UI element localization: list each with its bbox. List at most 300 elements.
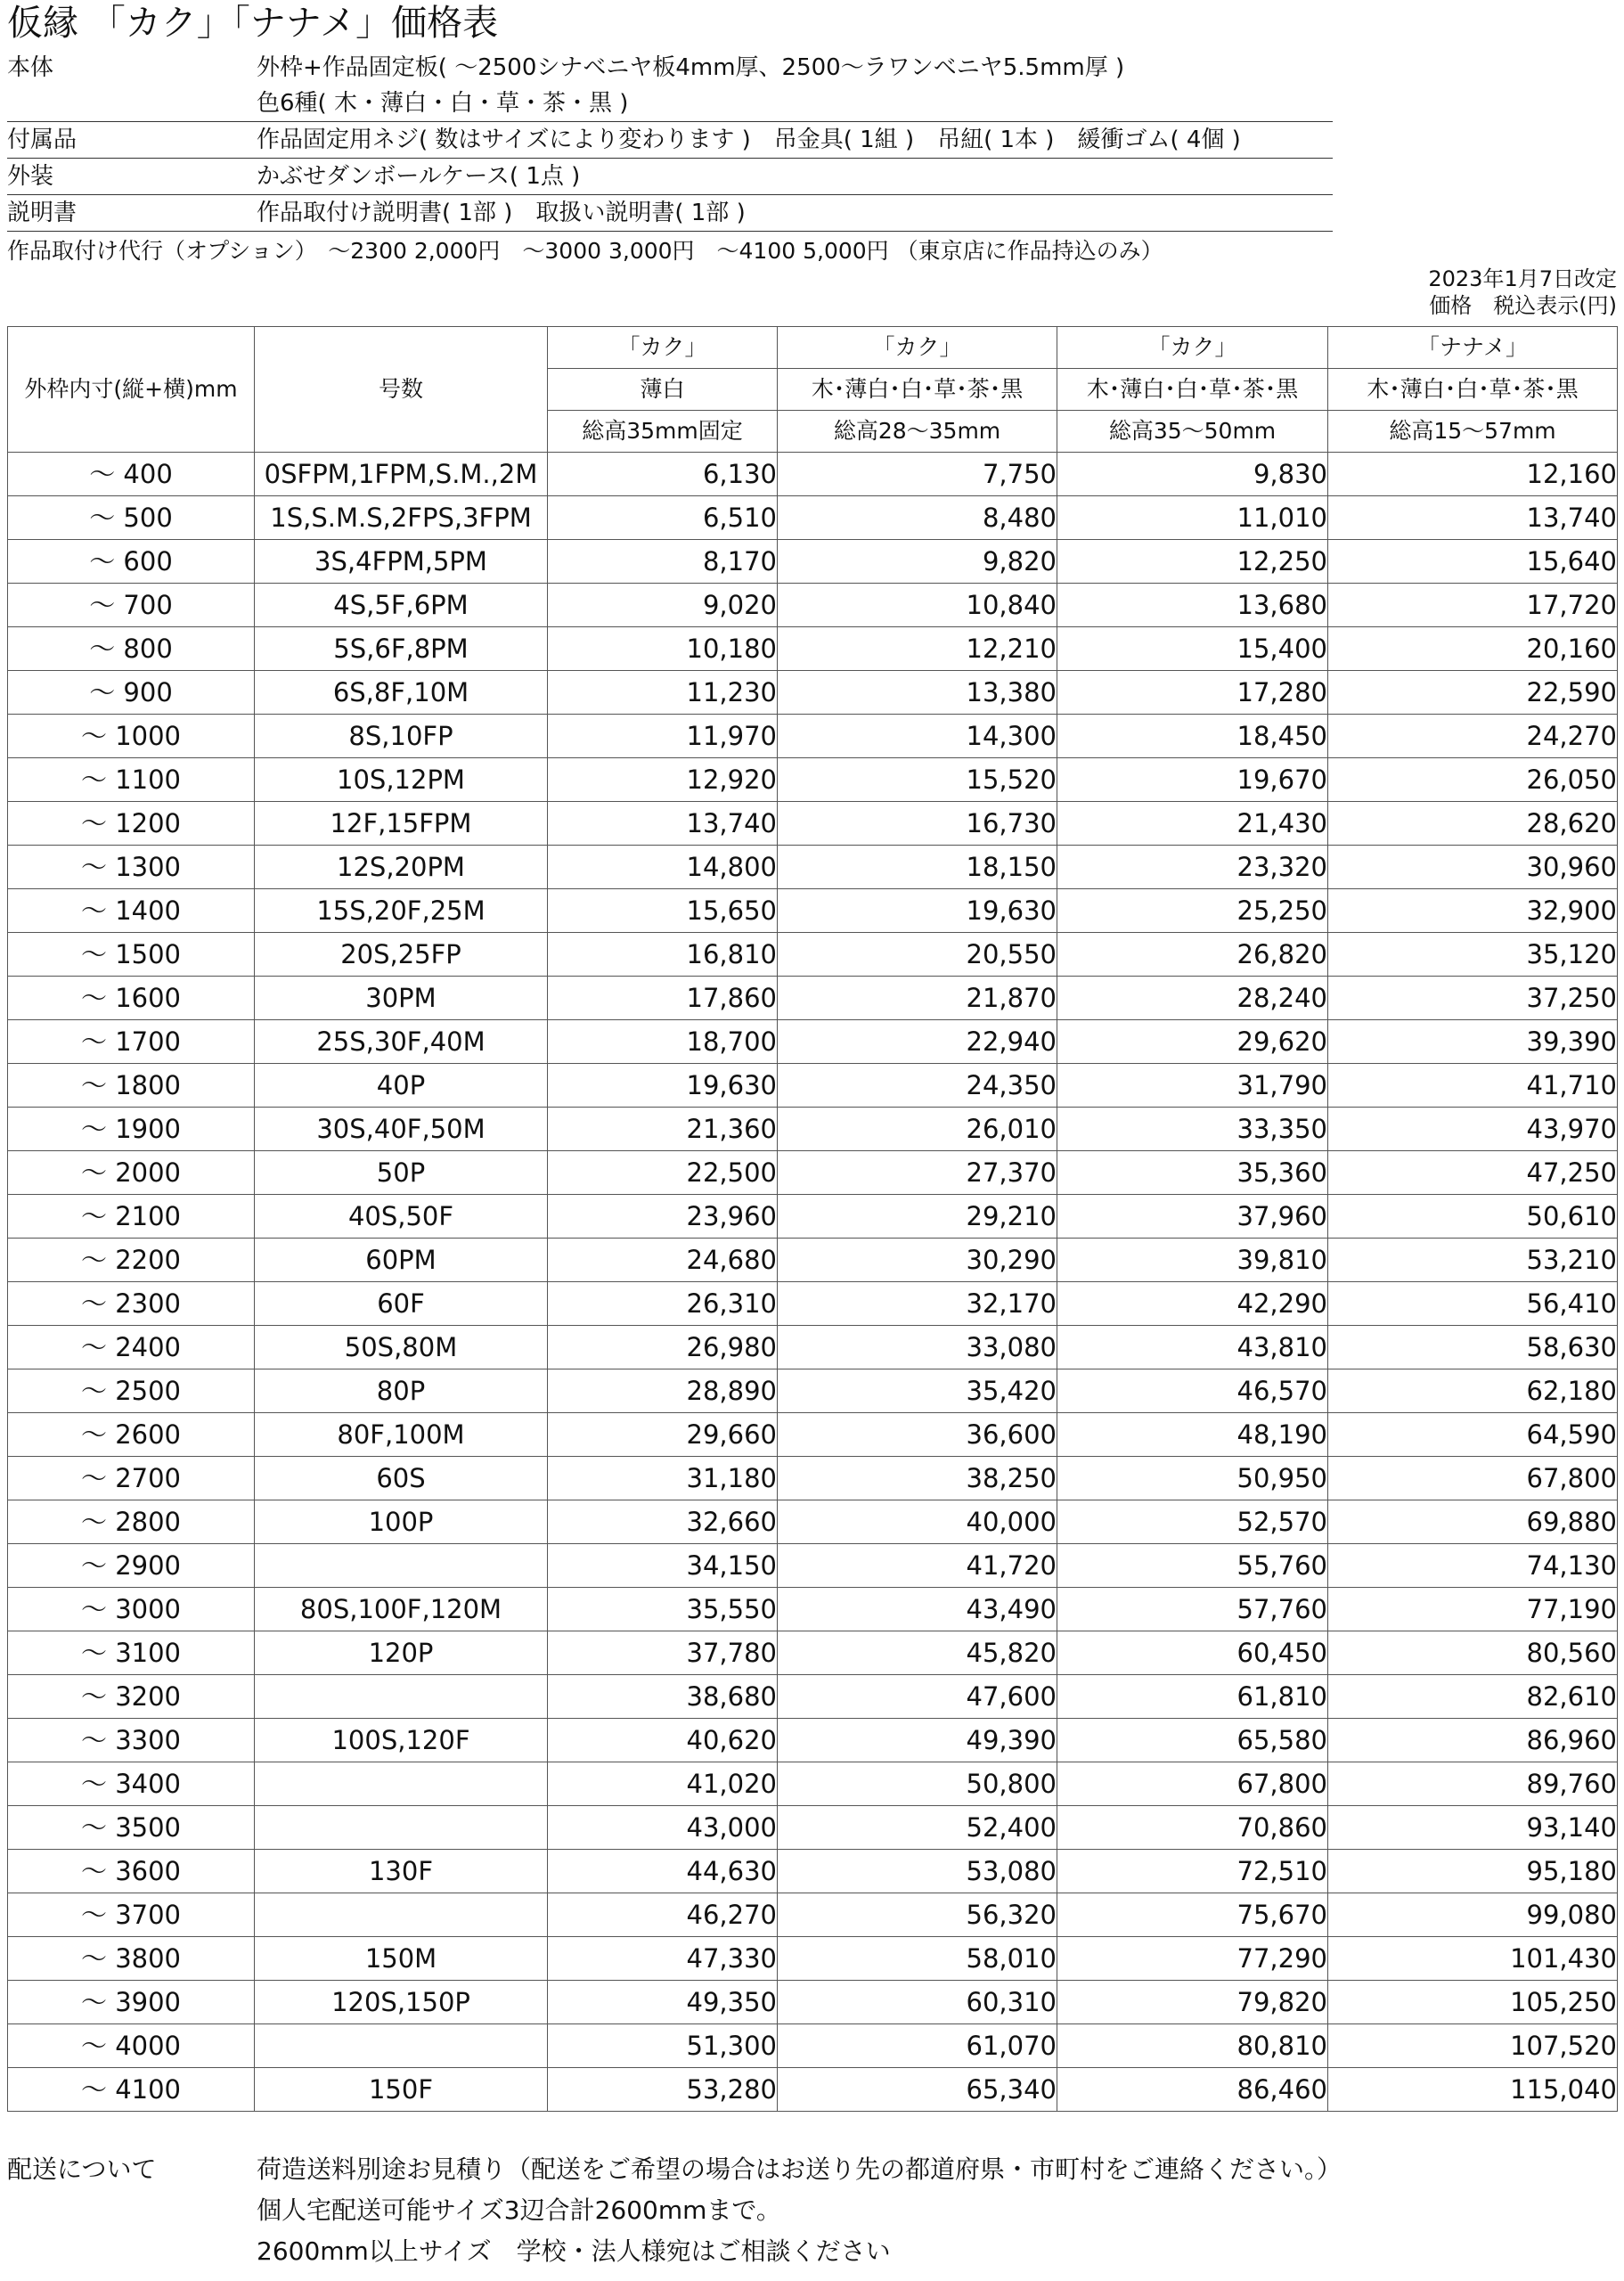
cell-number: 50S,80M [255, 1326, 548, 1369]
cell-price-kaku-28-35: 26,010 [778, 1108, 1057, 1151]
cell-size: 〜 700 [8, 584, 255, 627]
cell-price-kaku-28-35: 35,420 [778, 1369, 1057, 1413]
cell-price-kaku-usushiro: 46,270 [548, 1893, 778, 1937]
cell-number: 130F [255, 1850, 548, 1893]
cell-price-kaku-28-35: 15,520 [778, 758, 1057, 802]
cell-number: 120P [255, 1631, 548, 1675]
cell-size: 〜 800 [8, 627, 255, 671]
cell-price-kaku-35-50: 23,320 [1057, 846, 1328, 889]
cell-price-kaku-35-50: 9,830 [1057, 453, 1328, 496]
cell-number: 4S,5F,6PM [255, 584, 548, 627]
cell-price-kaku-usushiro: 17,860 [548, 977, 778, 1020]
cell-price-kaku-35-50: 15,400 [1057, 627, 1328, 671]
cell-price-kaku-usushiro: 43,000 [548, 1806, 778, 1850]
spec-accessories-row [7, 122, 1333, 159]
cell-price-kaku-usushiro: 11,230 [548, 671, 778, 715]
spec-exterior-text: かぶせダンボールケース( 1点 ) [257, 163, 581, 190]
cell-price-kaku-usushiro: 21,360 [548, 1108, 778, 1151]
cell-price-naname: 24,270 [1328, 715, 1618, 758]
spec-manual-text: 作品取付け説明書( 1部 ) 取扱い説明書( 1部 ) [257, 200, 746, 226]
cell-size: 〜 600 [8, 540, 255, 584]
table-row [8, 1369, 1618, 1413]
table-row [8, 1762, 1618, 1806]
cell-price-kaku-28-35: 41,720 [778, 1544, 1057, 1588]
cell-price-naname: 64,590 [1328, 1413, 1618, 1457]
cell-price-naname: 22,590 [1328, 671, 1618, 715]
cell-price-kaku-35-50: 29,620 [1057, 1020, 1328, 1064]
cell-size: 〜 3500 [8, 1806, 255, 1850]
header-col4-colors: 木･薄白･白･草･茶･黒 [1328, 369, 1618, 411]
spec-accessories-text: 作品固定用ネジ( 数はサイズにより変わります ) 吊金具( 1組 ) 吊紐( 1本 ) 緩衝ゴム( 4個 ) [257, 127, 1241, 153]
cell-price-naname: 107,520 [1328, 2024, 1618, 2068]
spec-exterior-row [7, 159, 1333, 195]
cell-price-kaku-28-35: 65,340 [778, 2068, 1057, 2112]
header-col3-height: 総高35〜50mm [1057, 411, 1328, 453]
cell-price-kaku-35-50: 42,290 [1057, 1282, 1328, 1326]
cell-price-kaku-usushiro: 38,680 [548, 1675, 778, 1719]
price-table [7, 326, 1618, 2112]
cell-price-naname: 47,250 [1328, 1151, 1618, 1195]
cell-price-kaku-35-50: 86,460 [1057, 2068, 1328, 2112]
cell-number: 80S,100F,120M [255, 1588, 548, 1631]
cell-number: 40P [255, 1064, 548, 1108]
cell-size: 〜 1100 [8, 758, 255, 802]
table-row [8, 584, 1618, 627]
revision-info [1243, 266, 1617, 319]
cell-number: 12F,15FPM [255, 802, 548, 846]
cell-price-kaku-35-50: 79,820 [1057, 1981, 1328, 2024]
cell-price-naname: 43,970 [1328, 1108, 1618, 1151]
cell-price-kaku-usushiro: 9,020 [548, 584, 778, 627]
table-row [8, 2068, 1618, 2112]
cell-price-kaku-usushiro: 11,970 [548, 715, 778, 758]
cell-price-kaku-usushiro: 32,660 [548, 1500, 778, 1544]
table-row [8, 1850, 1618, 1893]
cell-price-naname: 50,610 [1328, 1195, 1618, 1239]
table-row [8, 1413, 1618, 1457]
cell-price-kaku-35-50: 55,760 [1057, 1544, 1328, 1588]
table-row [8, 1239, 1618, 1282]
cell-price-kaku-35-50: 18,450 [1057, 715, 1328, 758]
cell-price-naname: 58,630 [1328, 1326, 1618, 1369]
table-row [8, 496, 1618, 540]
cell-number: 120S,150P [255, 1981, 548, 2024]
page-title: 仮縁 「カク」「ナナメ」価格表 [7, 3, 499, 44]
cell-price-kaku-28-35: 43,490 [778, 1588, 1057, 1631]
cell-price-naname: 77,190 [1328, 1588, 1618, 1631]
table-row [8, 627, 1618, 671]
cell-number: 12S,20PM [255, 846, 548, 889]
cell-price-kaku-28-35: 22,940 [778, 1020, 1057, 1064]
table-row [8, 1981, 1618, 2024]
cell-price-kaku-28-35: 40,000 [778, 1500, 1057, 1544]
cell-price-naname: 41,710 [1328, 1064, 1618, 1108]
shipping-line-3: 2600mm以上サイズ 学校・法人様宛はご相談ください [257, 2236, 891, 2266]
cell-size: 〜 2600 [8, 1413, 255, 1457]
cell-price-naname: 30,960 [1328, 846, 1618, 889]
cell-price-kaku-35-50: 77,290 [1057, 1937, 1328, 1981]
cell-price-kaku-28-35: 33,080 [778, 1326, 1057, 1369]
spec-accessories-values [257, 122, 1241, 158]
table-row [8, 1195, 1618, 1239]
cell-number [255, 2024, 548, 2068]
spec-manual-row [7, 195, 1333, 232]
shipping-line-1: 荷造送料別途お見積り（配送をご希望の場合はお送り先の都道府県・市町村をご連絡ください。） [257, 2154, 1342, 2184]
cell-number: 30PM [255, 977, 548, 1020]
spec-accessories-label: 付属品 [7, 127, 78, 153]
cell-price-kaku-35-50: 37,960 [1057, 1195, 1328, 1239]
cell-size: 〜 2900 [8, 1544, 255, 1588]
cell-number: 80P [255, 1369, 548, 1413]
cell-price-kaku-35-50: 13,680 [1057, 584, 1328, 627]
cell-number: 100S,120F [255, 1719, 548, 1762]
spec-manual-values [257, 195, 746, 231]
cell-number: 0SFPM,1FPM,S.M.,2M [255, 453, 548, 496]
cell-price-kaku-35-50: 25,250 [1057, 889, 1328, 933]
cell-price-kaku-28-35: 60,310 [778, 1981, 1057, 2024]
spec-body-line-1: 外枠+作品固定板( 〜2500シナベニヤ板4mm厚、2500〜ラワンベニヤ5.5mm厚 ) [257, 54, 1125, 81]
table-row [8, 1151, 1618, 1195]
mounting-option-line: 作品取付け代行（オプション） 〜2300 2,000円 〜3000 3,000円 〜4100 5,000円 （東京店に作品持込のみ） [7, 238, 1163, 264]
cell-price-kaku-35-50: 61,810 [1057, 1675, 1328, 1719]
cell-price-kaku-28-35: 53,080 [778, 1850, 1057, 1893]
cell-price-kaku-35-50: 43,810 [1057, 1326, 1328, 1369]
cell-size: 〜 4100 [8, 2068, 255, 2112]
spec-manual-label: 説明書 [7, 200, 78, 226]
table-row [8, 758, 1618, 802]
table-row [8, 846, 1618, 889]
cell-price-kaku-28-35: 16,730 [778, 802, 1057, 846]
cell-price-kaku-28-35: 47,600 [778, 1675, 1057, 1719]
cell-price-kaku-35-50: 50,950 [1057, 1457, 1328, 1500]
cell-number: 6S,8F,10M [255, 671, 548, 715]
cell-price-naname: 93,140 [1328, 1806, 1618, 1850]
table-row [8, 889, 1618, 933]
cell-price-kaku-28-35: 21,870 [778, 977, 1057, 1020]
cell-size: 〜 3000 [8, 1588, 255, 1631]
header-col2-colors: 木･薄白･白･草･茶･黒 [778, 369, 1057, 411]
cell-price-kaku-usushiro: 28,890 [548, 1369, 778, 1413]
cell-price-kaku-35-50: 17,280 [1057, 671, 1328, 715]
cell-price-kaku-35-50: 12,250 [1057, 540, 1328, 584]
cell-price-kaku-usushiro: 47,330 [548, 1937, 778, 1981]
cell-price-kaku-28-35: 45,820 [778, 1631, 1057, 1675]
cell-price-kaku-28-35: 12,210 [778, 627, 1057, 671]
table-row [8, 671, 1618, 715]
cell-price-kaku-usushiro: 26,310 [548, 1282, 778, 1326]
cell-price-kaku-28-35: 29,210 [778, 1195, 1057, 1239]
cell-price-kaku-usushiro: 14,800 [548, 846, 778, 889]
cell-price-kaku-35-50: 65,580 [1057, 1719, 1328, 1762]
cell-size: 〜 1000 [8, 715, 255, 758]
cell-price-kaku-usushiro: 22,500 [548, 1151, 778, 1195]
cell-size: 〜 1700 [8, 1020, 255, 1064]
cell-price-kaku-28-35: 24,350 [778, 1064, 1057, 1108]
cell-price-naname: 80,560 [1328, 1631, 1618, 1675]
cell-price-kaku-28-35: 18,150 [778, 846, 1057, 889]
cell-size: 〜 400 [8, 453, 255, 496]
cell-price-naname: 105,250 [1328, 1981, 1618, 2024]
cell-price-kaku-35-50: 60,450 [1057, 1631, 1328, 1675]
cell-price-kaku-usushiro: 16,810 [548, 933, 778, 977]
cell-price-naname: 101,430 [1328, 1937, 1618, 1981]
cell-price-naname: 35,120 [1328, 933, 1618, 977]
cell-price-kaku-28-35: 56,320 [778, 1893, 1057, 1937]
cell-size: 〜 1300 [8, 846, 255, 889]
cell-price-kaku-usushiro: 13,740 [548, 802, 778, 846]
table-row [8, 1631, 1618, 1675]
cell-price-naname: 13,740 [1328, 496, 1618, 540]
cell-price-naname: 15,640 [1328, 540, 1618, 584]
cell-price-kaku-35-50: 67,800 [1057, 1762, 1328, 1806]
cell-size: 〜 3700 [8, 1893, 255, 1937]
cell-size: 〜 2700 [8, 1457, 255, 1500]
cell-price-kaku-28-35: 9,820 [778, 540, 1057, 584]
cell-price-kaku-28-35: 10,840 [778, 584, 1057, 627]
table-row [8, 1020, 1618, 1064]
header-col3-colors: 木･薄白･白･草･茶･黒 [1057, 369, 1328, 411]
cell-price-naname: 37,250 [1328, 977, 1618, 1020]
cell-price-kaku-35-50: 11,010 [1057, 496, 1328, 540]
cell-price-kaku-usushiro: 19,630 [548, 1064, 778, 1108]
cell-price-kaku-28-35: 52,400 [778, 1806, 1057, 1850]
cell-size: 〜 3400 [8, 1762, 255, 1806]
cell-price-kaku-35-50: 33,350 [1057, 1108, 1328, 1151]
cell-size: 〜 500 [8, 496, 255, 540]
cell-size: 〜 2300 [8, 1282, 255, 1326]
table-row [8, 453, 1618, 496]
cell-price-naname: 53,210 [1328, 1239, 1618, 1282]
cell-price-kaku-usushiro: 37,780 [548, 1631, 778, 1675]
cell-price-kaku-28-35: 19,630 [778, 889, 1057, 933]
cell-price-kaku-28-35: 27,370 [778, 1151, 1057, 1195]
cell-price-kaku-35-50: 19,670 [1057, 758, 1328, 802]
cell-price-kaku-usushiro: 31,180 [548, 1457, 778, 1500]
cell-price-kaku-usushiro: 44,630 [548, 1850, 778, 1893]
cell-price-kaku-usushiro: 41,020 [548, 1762, 778, 1806]
cell-price-kaku-28-35: 20,550 [778, 933, 1057, 977]
cell-price-naname: 39,390 [1328, 1020, 1618, 1064]
cell-size: 〜 2200 [8, 1239, 255, 1282]
cell-price-kaku-35-50: 35,360 [1057, 1151, 1328, 1195]
cell-number: 60PM [255, 1239, 548, 1282]
table-row [8, 1893, 1618, 1937]
cell-size: 〜 1800 [8, 1064, 255, 1108]
cell-size: 〜 2800 [8, 1500, 255, 1544]
cell-price-kaku-usushiro: 26,980 [548, 1326, 778, 1369]
cell-size: 〜 3300 [8, 1719, 255, 1762]
cell-price-kaku-28-35: 30,290 [778, 1239, 1057, 1282]
cell-number: 5S,6F,8PM [255, 627, 548, 671]
cell-number: 40S,50F [255, 1195, 548, 1239]
shipping-label: 配送について [7, 2154, 157, 2184]
cell-size: 〜 3900 [8, 1981, 255, 2024]
cell-price-kaku-usushiro: 8,170 [548, 540, 778, 584]
cell-price-kaku-28-35: 32,170 [778, 1282, 1057, 1326]
cell-size: 〜 1200 [8, 802, 255, 846]
cell-price-kaku-35-50: 57,760 [1057, 1588, 1328, 1631]
cell-number [255, 1806, 548, 1850]
cell-number: 15S,20F,25M [255, 889, 548, 933]
cell-price-naname: 56,410 [1328, 1282, 1618, 1326]
cell-price-kaku-35-50: 48,190 [1057, 1413, 1328, 1457]
cell-price-kaku-35-50: 28,240 [1057, 977, 1328, 1020]
cell-size: 〜 1400 [8, 889, 255, 933]
table-row [8, 1806, 1618, 1850]
spec-body-values [257, 50, 1124, 121]
cell-price-naname: 95,180 [1328, 1850, 1618, 1893]
cell-price-kaku-usushiro: 35,550 [548, 1588, 778, 1631]
header-col2-name: 「カク」 [778, 327, 1057, 369]
cell-price-naname: 20,160 [1328, 627, 1618, 671]
cell-price-naname: 86,960 [1328, 1719, 1618, 1762]
cell-price-kaku-usushiro: 10,180 [548, 627, 778, 671]
shipping-lines [257, 2149, 1342, 2272]
cell-price-kaku-28-35: 61,070 [778, 2024, 1057, 2068]
shipping-line-2: 個人宅配送可能サイズ3辺合計2600mmまで。 [257, 2195, 781, 2225]
table-row [8, 1064, 1618, 1108]
table-row [8, 540, 1618, 584]
cell-price-naname: 26,050 [1328, 758, 1618, 802]
spec-body-line-2: 色6種( 木・薄白・白・草・茶・黒 ) [257, 90, 629, 117]
header-number: 号数 [255, 327, 548, 453]
cell-price-kaku-28-35: 8,480 [778, 496, 1057, 540]
cell-price-naname: 67,800 [1328, 1457, 1618, 1500]
cell-price-kaku-28-35: 58,010 [778, 1937, 1057, 1981]
cell-price-naname: 17,720 [1328, 584, 1618, 627]
cell-size: 〜 3800 [8, 1937, 255, 1981]
tax-note: 価格 税込表示(円) [1429, 293, 1617, 318]
cell-price-kaku-35-50: 26,820 [1057, 933, 1328, 977]
cell-number: 150F [255, 2068, 548, 2112]
cell-price-kaku-usushiro: 51,300 [548, 2024, 778, 2068]
header-col3-name: 「カク」 [1057, 327, 1328, 369]
cell-size: 〜 2100 [8, 1195, 255, 1239]
header-col1-height: 総高35mm固定 [548, 411, 778, 453]
cell-price-kaku-usushiro: 23,960 [548, 1195, 778, 1239]
cell-size: 〜 2400 [8, 1326, 255, 1369]
header-row-names [8, 327, 1618, 369]
table-row [8, 1675, 1618, 1719]
cell-size: 〜 1500 [8, 933, 255, 977]
cell-number: 150M [255, 1937, 548, 1981]
header-col1-colors: 薄白 [548, 369, 778, 411]
header-col2-height: 総高28〜35mm [778, 411, 1057, 453]
cell-number: 80F,100M [255, 1413, 548, 1457]
cell-price-kaku-usushiro: 15,650 [548, 889, 778, 933]
cell-size: 〜 3600 [8, 1850, 255, 1893]
revision-date: 2023年1月7日改定 [1428, 266, 1617, 291]
cell-price-kaku-28-35: 49,390 [778, 1719, 1057, 1762]
cell-number: 50P [255, 1151, 548, 1195]
header-col1-name: 「カク」 [548, 327, 778, 369]
cell-price-kaku-usushiro: 40,620 [548, 1719, 778, 1762]
cell-price-kaku-28-35: 38,250 [778, 1457, 1057, 1500]
spec-body-row [7, 50, 1333, 122]
cell-number: 10S,12PM [255, 758, 548, 802]
cell-price-naname: 28,620 [1328, 802, 1618, 846]
table-row [8, 977, 1618, 1020]
table-row [8, 715, 1618, 758]
cell-price-kaku-28-35: 14,300 [778, 715, 1057, 758]
cell-size: 〜 900 [8, 671, 255, 715]
cell-price-kaku-usushiro: 6,510 [548, 496, 778, 540]
table-row [8, 1326, 1618, 1369]
cell-size: 〜 1900 [8, 1108, 255, 1151]
cell-price-kaku-usushiro: 12,920 [548, 758, 778, 802]
cell-price-kaku-35-50: 21,430 [1057, 802, 1328, 846]
cell-size: 〜 2500 [8, 1369, 255, 1413]
cell-price-naname: 82,610 [1328, 1675, 1618, 1719]
cell-size: 〜 3100 [8, 1631, 255, 1675]
cell-price-kaku-35-50: 46,570 [1057, 1369, 1328, 1413]
cell-size: 〜 2000 [8, 1151, 255, 1195]
cell-price-kaku-35-50: 52,570 [1057, 1500, 1328, 1544]
cell-price-naname: 62,180 [1328, 1369, 1618, 1413]
cell-price-naname: 12,160 [1328, 453, 1618, 496]
cell-price-naname: 115,040 [1328, 2068, 1618, 2112]
table-row [8, 1282, 1618, 1326]
table-row [8, 1457, 1618, 1500]
table-row [8, 1544, 1618, 1588]
cell-number [255, 1544, 548, 1588]
table-row [8, 1719, 1618, 1762]
cell-number: 8S,10FP [255, 715, 548, 758]
header-col4-height: 総高15〜57mm [1328, 411, 1618, 453]
cell-price-kaku-usushiro: 49,350 [548, 1981, 778, 2024]
cell-price-kaku-usushiro: 53,280 [548, 2068, 778, 2112]
cell-number [255, 1893, 548, 1937]
cell-number: 1S,S.M.S,2FPS,3FPM [255, 496, 548, 540]
cell-price-kaku-28-35: 36,600 [778, 1413, 1057, 1457]
cell-price-naname: 32,900 [1328, 889, 1618, 933]
cell-number: 60F [255, 1282, 548, 1326]
cell-price-kaku-usushiro: 6,130 [548, 453, 778, 496]
header-col4-name: 「ナナメ」 [1328, 327, 1618, 369]
cell-size: 〜 3200 [8, 1675, 255, 1719]
cell-price-naname: 89,760 [1328, 1762, 1618, 1806]
table-row [8, 802, 1618, 846]
cell-price-kaku-28-35: 50,800 [778, 1762, 1057, 1806]
cell-price-naname: 69,880 [1328, 1500, 1618, 1544]
cell-price-naname: 74,130 [1328, 1544, 1618, 1588]
cell-price-kaku-35-50: 72,510 [1057, 1850, 1328, 1893]
cell-price-kaku-28-35: 7,750 [778, 453, 1057, 496]
cell-size: 〜 1600 [8, 977, 255, 1020]
price-table-body [8, 453, 1618, 2112]
cell-price-naname: 99,080 [1328, 1893, 1618, 1937]
cell-number: 25S,30F,40M [255, 1020, 548, 1064]
table-row [8, 1108, 1618, 1151]
cell-number [255, 1762, 548, 1806]
cell-number: 20S,25FP [255, 933, 548, 977]
cell-price-kaku-28-35: 13,380 [778, 671, 1057, 715]
cell-price-kaku-usushiro: 34,150 [548, 1544, 778, 1588]
cell-number: 60S [255, 1457, 548, 1500]
cell-price-kaku-usushiro: 18,700 [548, 1020, 778, 1064]
cell-number: 3S,4FPM,5PM [255, 540, 548, 584]
spec-exterior-label: 外装 [7, 163, 54, 190]
cell-number [255, 1675, 548, 1719]
cell-number: 100P [255, 1500, 548, 1544]
cell-price-kaku-35-50: 80,810 [1057, 2024, 1328, 2068]
table-row [8, 1500, 1618, 1544]
cell-price-kaku-usushiro: 24,680 [548, 1239, 778, 1282]
cell-price-kaku-35-50: 39,810 [1057, 1239, 1328, 1282]
table-row [8, 1937, 1618, 1981]
cell-price-kaku-35-50: 70,860 [1057, 1806, 1328, 1850]
header-size: 外枠内寸(縦+横)mm [8, 327, 255, 453]
